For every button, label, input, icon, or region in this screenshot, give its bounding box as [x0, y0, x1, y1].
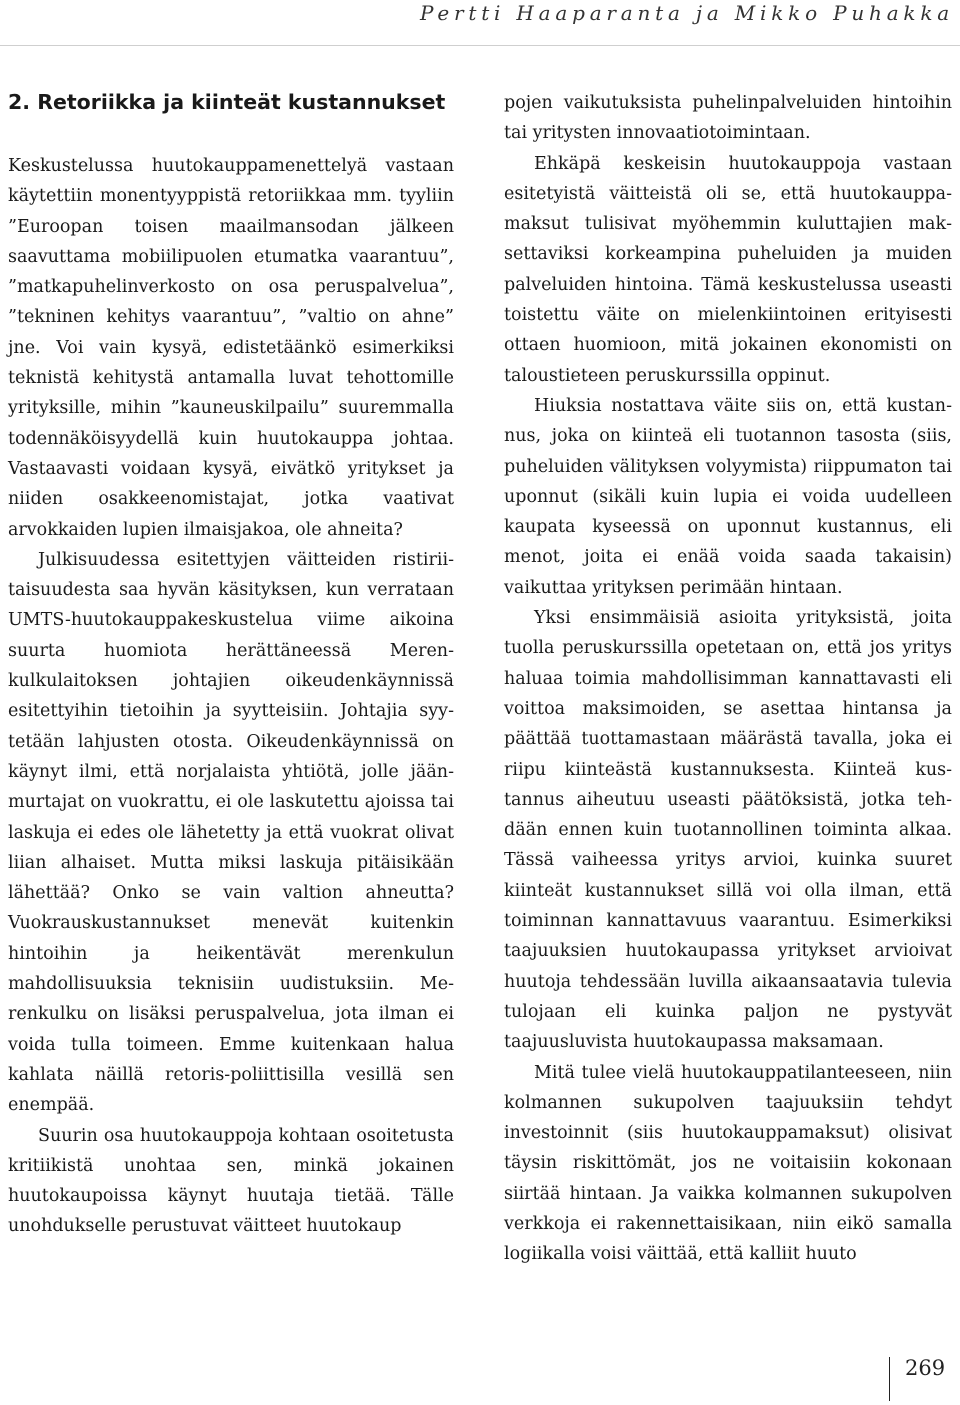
- running-head: Pertti Haaparanta ja Mikko Puhakka: [420, 1, 954, 25]
- paragraph-3: Suurin osa huutokauppoja kohtaan osoitetusta kritiikistä unohtaa sen, minkä jokainen huutokaupoissa käynyt huutaja tietää. Tälle unohdukselle perustuvat väitteet huutokaup: [8, 1125, 454, 1237]
- page-number-rule: [889, 1357, 890, 1401]
- paragraph-2: Julkisuudessa esitettyjen väitteiden ristiriitaisuudesta saa hyvän käsityksen, kun verrataan UMTS-huutokauppakeskustelua viime aikoina suurta huomiota herättäneessä Merenkulkulaitoksen johtajien oikeudenkäynnissä esitettyihin tietoihin ja syytteisiin. Johtajia syytetään lahjusten otosta. Oikeudenkäynnissä on käynyt ilmi, että norjalaista yhtiötä, jolle jäänmurtajat on vuokrattu, ei ole laskutettu ajoissa tai laskuja ei edes ole lähetetty ja että vuokrat olivat liian alhaiset. Mutta miksi laskuja pitäisikään lähettää? Onko se vain valtion ahneutta? Vuokrauskustannukset menevät kuitenkin hintoihin ja heikentävät merenkulun mahdollisuuksia teknisiin uudistuksiin. Merenkulku on lisäksi peruspalvelua, jota ilman ei voida tulla toimeen. Emme kuitenkaan halua kahlata näillä retoris-poliittisilla vesillä sen enempää.: [8, 549, 454, 1116]
- right-column: [504, 88, 952, 1270]
- paragraph-1: Keskustelussa huutokauppamenettelyä vastaan käytettiin monentyyppistä retoriikkaa mm. tyyliin ”Euroopan toisen maailmansodan jälkeen saavuttama mobiilipuolen etumatka vaarantuu”, ”matkapuhelinverkosto on osa peruspalvelua”, ”tekninen kehitys vaarantuu”, ”valtio on ahne” jne. Voi vain kysyä, edistetäänkö esimerkiksi teknistä kehitystä antamalla luvat tehottomille yrityksille, mihin ”kauneuskilpailu” suuremmalla todennäköisyydellä kuin huutokauppa johtaa. Vastaavasti voidaan kysyä, eivätkö yritykset ja niiden osakkeenomistajat, jotka vaativat arvokkaiden lupien ilmaisjakoa, ole ahneita?: [8, 156, 454, 540]
- header-rule: [0, 45, 960, 46]
- left-column: [8, 88, 454, 1242]
- paragraph-6: Yksi ensimmäisiä asioita yrityksistä, joita tuolla peruskurssilla opetetaan on, että jos yritys haluaa toimia mahdollisimman kannattavasti eli voittoa maksimoiden, se asettaa hintansa ja päättää tuottamastaan määrästä tavalla, joka ei riipu kiinteästä kustannuksesta. Kiinteä kustannus aiheutuu useasti päätöksistä, jotka tehdään ennen kuin tuotannollinen toiminta alkaa. Tässä vaiheessa yritys arvioi, kuinka suuret kiinteät kustannukset sillä voi olla ilman, että toiminnan kannattavuus vaarantuu. Esimerkiksi taajuuksien huutokaupassa yritykset arvioivat huutoja tehdessään luvilla aikaansaatavia tulevia tulojaan eli kuinka paljon ne pystyvät taajuusluvista huutokaupassa maksamaan.: [504, 608, 952, 1053]
- paragraph-7: Mitä tulee vielä huutokauppatilanteeseen, niin kolmannen sukupolven taajuuksiin tehdyt investoinnit (siis huutokauppamaksut) olisivat täysin riskittömät, jos ne voitaisiin kokonaan siirtää hintaan. Ja vaikka kolmannen sukupolven verkkoja ei rakennettaisikaan, niin eikö samalla logiikalla voisi väittää, että kalliit huuto: [504, 1062, 952, 1265]
- paragraph-4: Ehkäpä keskeisin huutokauppoja vastaan esitetyistä väitteistä oli se, että huutokauppamaksut tulisivat myöhemmin kuluttajien maksettaviksi korkeampina puheluiden ja muiden palveluiden hintoina. Tämä keskustelussa useasti toistettu väite on mielenkiintoinen erityisesti ottaen huomioon, mitä jokainen ekonomisti on taloustieteen peruskurssilla oppinut.: [504, 153, 952, 386]
- paragraph-5: Hiuksia nostattava väite siis on, että kustannus, joka on kiinteä eli tuotannon tasosta (siis, puheluiden välityksen volyymista) riippumaton tai uponnut (sikäli kuin lupia ei voida uudelleen kaupata kyseessä on uponnut kustannus, eli menot, joita ei enää voida saada takaisin) vaikuttaa yrityksen perimään hintaan.: [504, 395, 952, 598]
- page-number: 269: [905, 1356, 946, 1380]
- section-heading: 2. Retoriikka ja kiinteät kustannukset: [8, 90, 446, 114]
- paragraph-continued: pojen vaikutuksista puhelinpalveluiden hintoihin tai yritysten innovaatiotoimintaan.: [504, 93, 952, 144]
